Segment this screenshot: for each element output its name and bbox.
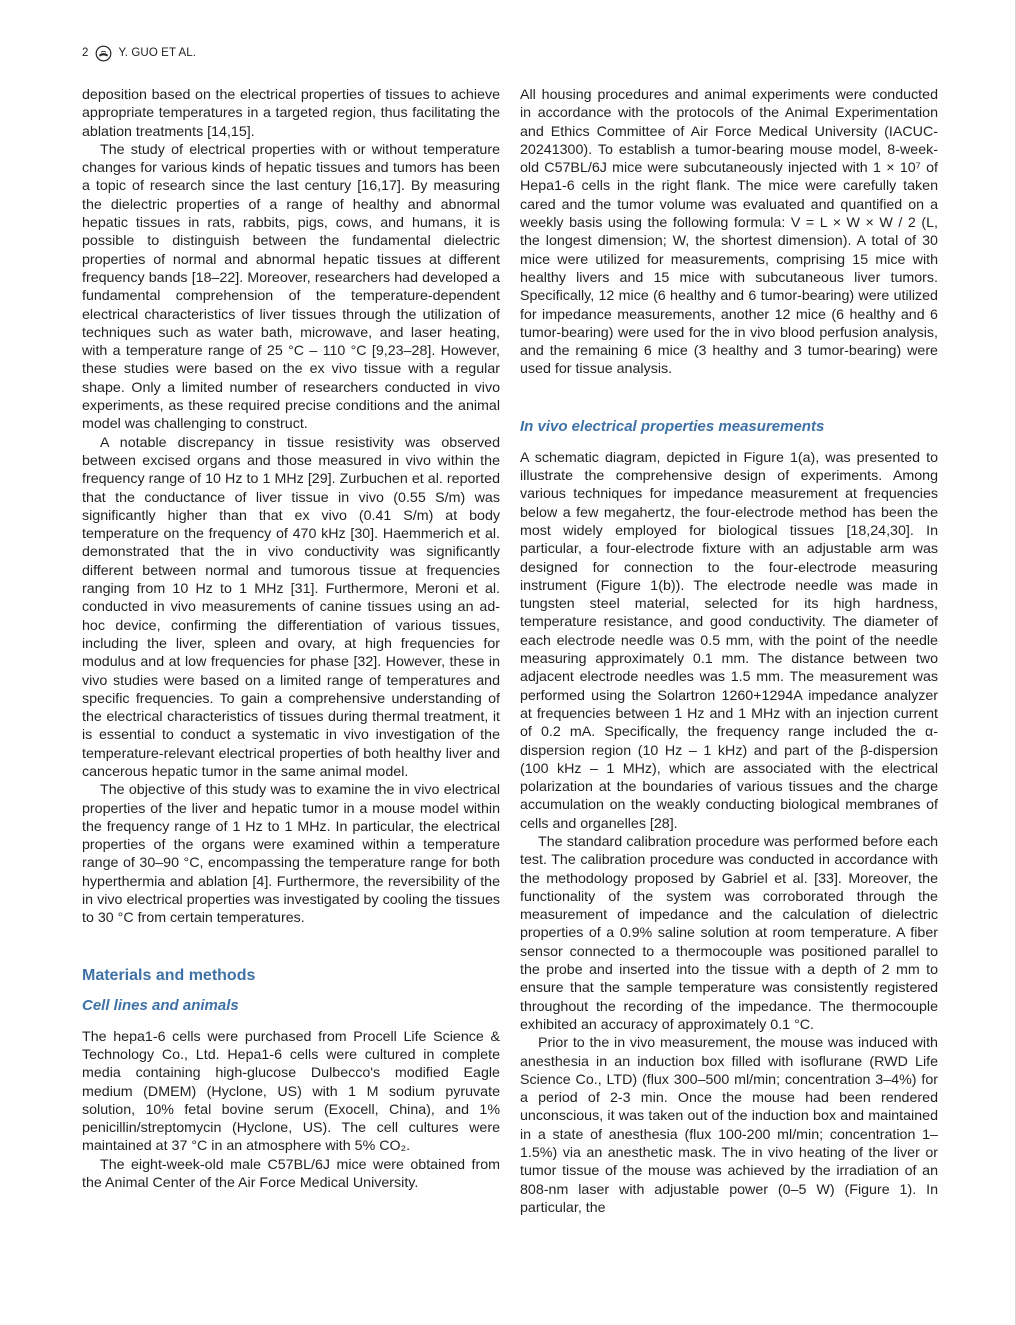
running-authors: Y. GUO ET AL. [118, 47, 197, 59]
subsection-heading: In vivo electrical properties measurements [520, 417, 825, 435]
paragraph: The study of electrical properties with or without temperature changes for various kinds of hepatic tissues and tumors has been a topic of research since the last century [16,17]. By measuring the dielectric properties of a range of healthy and abnormal hepatic tissues in rats, rabbits, pigs, cows, and humans, it is possible to distinguish between the fundamental dielectric properties of normal and abnormal hepatic tissues at different frequency bands [18–22]. Moreover, researchers had developed a fundamental comprehension of the temperature-dependent electrical characteristics of liver tissues through the utilization of techniques such as water bath, microwave, and laser heating, with a temperature range of 25 °C – 110 °C [9,23–28]. However, these studies were based on the ex vivo tissue with a regular shape. Only a limited number of researchers conducted in vivo experiments, as these required precise conditions and the animal model was challenging to construct. [82, 141, 500, 433]
subsection-heading: Cell lines and animals [82, 996, 239, 1014]
paragraph: The eight-week-old male C57BL/6J mice were obtained from the Animal Center of the Air Force Medical University. [82, 1156, 500, 1192]
paragraph: The standard calibration procedure was performed before each test. The calibration procedure was conducted in accordance with the methodology proposed by Gabriel et al. [33]. Moreover, the functionality of the system was corroborated through the measurement of impedance and the calculation of dielectric properties of a 0.9% saline solution at room temperature. A fiber sensor connected to a thermocouple was positioned parallel to the probe and inserted into the tissue with a depth of 2 mm to ensure that the sample temperature was consistently registered throughout the recording of the impedance. The thermocouple exhibited an accuracy of approximately 0.1 °C. [520, 833, 938, 1033]
paragraph: All housing procedures and animal experiments were conducted in accordance with the protocols of the Animal Experimentation and Ethics Committee of Air Force Medical University (IACUC-20241300). To establish a tumor-bearing mouse model, 8-week-old C57BL/6J mice were subcutaneously injected with 1 × 10⁷ of Hepa1-6 cells in the right flank. The mice were carefully taken cared and the tumor volume was evaluated and quantified on a weekly basis using the following formula: V = L × W × W / 2 (L, the longest dimension; W, the shortest dimension). A total of 30 mice were utilized for measurements, comprising 15 mice with healthy livers and 15 mice with subcutaneous liver tumors. Specifically, 12 mice (6 healthy and 6 tumor-bearing) were utilized for impedance measurements, another 12 mice (6 healthy and 6 tumor-bearing) were used for the in vivo blood perfusion analysis, and the remaining 6 mice (3 healthy and 3 tumor-bearing) were used for tissue analysis. [520, 87, 938, 378]
paragraph: A notable discrepancy in tissue resistivity was observed between excised organs and those measured in vivo within the frequency range of 10 Hz to 1 MHz [29]. Zurbuchen et al. reported that the conductance of liver tissue in vivo (0.55 S/m) was significantly higher than that ex vivo (0.41 S/m) at body temperature on the frequency of 470 kHz [30]. Haemmerich et al. demonstrated that the in vivo conductivity was significantly different between normal and tumorous tissue at frequencies ranging from 10 Hz to 1 MHz [31]. Furthermore, Meroni et al. conducted in vivo measurements of canine tissues using an ad-hoc device, confirming the differentiation of various tissues, including the liver, spleen and ovary, at high frequencies for modulus and at low frequencies for phase [32]. However, these in vivo studies were based on a limited range of temperatures and specific frequencies. To gain a comprehensive understanding of the electrical characteristics of tissues during thermal treatment, it is essential to conduct a systematic in vivo investigation of the temperature-relevant electrical properties of both healthy liver and cancerous hepatic tumor in the same animal model. [82, 434, 500, 780]
left-column [82, 86, 500, 1192]
page-number: 2 [82, 47, 89, 59]
paragraph: A schematic diagram, depicted in Figure 1(a), was presented to illustrate the comprehensive design of experiments. Among various techniques for impedance measurement at frequencies below a few megahertz, the four-electrode method has been the most widely employed for biological tissues [18,24,30]. In particular, a four-electrode fixture with an adjustable arm was designed for connection to the four-electrode measuring instrument (Figure 1(b)). The electrode needle was made in tungsten steel material, selected for its high hardness, temperature resistance, and good conductivity. The diameter of each electrode needle was 0.5 mm, with the point of the needle measuring approximately 0.1 mm. The distance between two adjacent electrode needles was 1.5 mm. The measurement was performed using the Solartron 1260+1294A impedance analyzer at frequencies between 1 Hz and 1 MHz with an injection current of 0.2 mA. Specifically, the frequency range included the α-dispersion region (10 Hz – 1 kHz) and part of the β-dispersion (100 kHz – 1 MHz), which are associated with the electrical polarization at the boundaries of various tissues and the charge accumulation on the weakly conducting biological membranes of cells and organelles [28]. [520, 449, 938, 832]
running-header [82, 44, 196, 62]
right-column [520, 86, 938, 1217]
publisher-logo-icon [95, 45, 112, 62]
paragraph: The hepa1-6 cells were purchased from Procell Life Science & Technology Co., Ltd. Hepa1-6 cells were cultured in complete media containing high-glucose Dulbecco's modified Eagle medium (DMEM) (Hyclone, US) with 1 M sodium pyruvate solution, 10% fetal bovine serum (Exocell, China), and 1% penicillin/streptomycin (Hyclone, US). The cell cultures were maintained at 37 °C in an atmosphere with 5% CO₂. [82, 1028, 500, 1155]
section-heading: Materials and methods [82, 966, 256, 984]
paragraph: The objective of this study was to examine the in vivo electrical properties of the liver and hepatic tumor in a mouse model within the frequency range of 1 Hz to 1 MHz. In particular, the electrical properties of the organs were examined within a temperature range of 30–90 °C, encompassing the temperature range for both hyperthermia and ablation [4]. Furthermore, the reversibility of the in vivo electrical properties was investigated by cooling the tissues to 30 °C from certain temperatures. [82, 782, 500, 927]
paragraph: Prior to the in vivo measurement, the mouse was induced with anesthesia in an induction box filled with isoflurane (RWD Life Science Co., LTD) (flux 300–500 ml/min; concentration 3–4%) for a period of 2-3 min. Once the mouse had been rendered unconscious, it was taken out of the induction box and maintained in a state of anesthesia (flux 100-200 ml/min; concentration 1–1.5%) via an anesthetic mask. The in vivo heating of the liver or tumor tissue of the mouse was achieved by the irradiation of an 808-nm laser with adjustable power (0–5 W) (Figure 1). In particular, the [520, 1035, 938, 1216]
paragraph: deposition based on the electrical properties of tissues to achieve appropriate temperatures in a targeted region, thus facilitating the ablation treatments [14,15]. [82, 87, 500, 140]
